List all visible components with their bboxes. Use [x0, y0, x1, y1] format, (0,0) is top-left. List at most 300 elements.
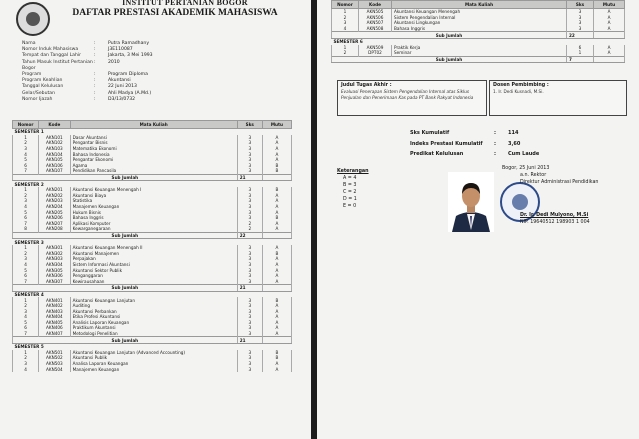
info-value: Ahli Madya (A.Md.): [108, 90, 152, 96]
subtotal-empty: [594, 32, 625, 39]
course-code: AKN204: [39, 204, 70, 210]
course-no: 2: [13, 303, 39, 309]
course-grade: A: [262, 314, 291, 320]
course-code: AKN206: [39, 215, 70, 221]
transcript-page-1: [0, 0, 311, 439]
course-sks: 3: [567, 20, 594, 26]
subtotal-label: Sub Jumlah: [13, 174, 238, 181]
course-name: Kewirausahaan: [70, 278, 237, 284]
course-grade: A: [262, 325, 291, 331]
info-label: Tempat dan Tanggal Lahir: [22, 53, 82, 59]
course-grade: A: [262, 198, 291, 204]
course-name: Analisis Laporan Keuangan: [70, 320, 237, 326]
col-header-no: Nomor: [13, 121, 39, 129]
summary-label: Predikat Kelulusan: [410, 151, 464, 157]
course-name: Akuntansi Perbankan: [70, 308, 237, 314]
course-name: Dasar Akuntansi: [70, 135, 237, 141]
course-sks: 3: [237, 303, 262, 309]
course-no: 2: [332, 50, 359, 56]
signature-place-date: Bogor, 25 Juni 2013: [502, 166, 550, 171]
course-row: [13, 366, 292, 372]
info-row: [22, 97, 282, 103]
course-grade: A: [262, 331, 291, 337]
info-value: 2010: [108, 59, 120, 65]
course-code: AKN208: [39, 226, 70, 232]
course-no: 7: [13, 331, 39, 337]
subtotal-empty: [594, 56, 625, 63]
signatory-name: Dr. Ir. Dedi Mulyono, M.Si: [520, 213, 589, 218]
info-label: Nomor Ijazah: [22, 96, 53, 102]
summary-separator: :: [494, 140, 496, 147]
col-header-mk: Mata Kuliah: [392, 1, 567, 9]
course-sks: 3: [237, 267, 262, 273]
info-separator: :: [94, 78, 96, 84]
course-name: Akuntansi Keuangan Menengah II: [70, 245, 237, 251]
course-name: Akuntansi Keuangan Menengah I: [70, 187, 237, 193]
course-grade: B: [262, 168, 291, 174]
course-sks: 3: [237, 157, 262, 163]
course-name: Aplikasi Komputer: [70, 221, 237, 227]
course-name: Pengantar Bisnis: [70, 140, 237, 146]
course-code: AKN406: [39, 325, 70, 331]
subtotal-label: Sub Jumlah: [332, 32, 567, 39]
course-no: 6: [13, 273, 39, 279]
course-code: AKN107: [39, 168, 70, 174]
course-code: AKN404: [39, 314, 70, 320]
subtotal-row: [13, 337, 292, 344]
subtotal-value: 21: [237, 285, 262, 292]
col-header-sks: Sks: [567, 1, 594, 9]
course-name: Sistem Pengendalian Internal: [392, 15, 567, 21]
course-no: 5: [13, 267, 39, 273]
course-name: Penganggaran: [70, 273, 237, 279]
course-sks: 2: [237, 226, 262, 232]
course-name: Statistika: [70, 198, 237, 204]
course-name: Akuntansi Keuangan Lanjutan (Advanced Accounting): [70, 350, 237, 356]
course-name: Pendidikan Pancasila: [70, 168, 237, 174]
course-grade: B: [262, 355, 291, 361]
course-no: 7: [13, 278, 39, 284]
course-code: AKN403: [39, 308, 70, 314]
col-header-sks: Sks: [237, 121, 262, 129]
subtotal-row: [332, 32, 625, 39]
course-sks: 2: [237, 221, 262, 227]
subtotal-value: 22: [567, 32, 594, 39]
info-value: Program Diploma: [108, 72, 148, 78]
course-grade: A: [262, 193, 291, 199]
course-sks: 3: [237, 278, 262, 284]
course-name: Bahasa Inggris: [70, 215, 237, 221]
course-code: AKN303: [39, 256, 70, 262]
course-no: 1: [332, 45, 359, 51]
course-code: AKN201: [39, 187, 70, 193]
col-header-mutu: Mutu: [262, 121, 291, 129]
course-sks: 3: [237, 366, 262, 372]
col-header-no: Nomor: [332, 1, 359, 9]
course-name: Manajemen Keuangan: [70, 366, 237, 372]
grades-table-left: [12, 120, 292, 372]
course-code: AKN307: [39, 278, 70, 284]
info-separator: :: [94, 53, 96, 59]
course-no: 2: [13, 193, 39, 199]
course-grade: A: [262, 151, 291, 157]
course-grade: A: [262, 245, 291, 251]
course-grade: A: [262, 226, 291, 232]
course-name: Auditing: [70, 303, 237, 309]
course-grade: A: [262, 308, 291, 314]
course-sks: 3: [237, 297, 262, 303]
course-grade: B: [262, 187, 291, 193]
course-code: AKN509: [359, 45, 392, 51]
course-no: 5: [13, 320, 39, 326]
info-separator: :: [94, 59, 96, 65]
course-grade: A: [262, 157, 291, 163]
course-name: Bahasa Inggris: [392, 26, 567, 32]
course-no: 8: [13, 226, 39, 232]
course-name: Kewarganegaraan: [70, 226, 237, 232]
course-sks: 3: [567, 15, 594, 21]
info-label: Nama: [22, 41, 36, 46]
course-sks: 3: [567, 9, 594, 15]
course-code: AKN304: [39, 262, 70, 268]
summary-value: 114: [508, 130, 519, 136]
course-grade: A: [262, 204, 291, 210]
subtotal-empty: [262, 174, 291, 181]
course-name: Praktikum Akuntansi: [70, 325, 237, 331]
course-grade: B: [262, 163, 291, 169]
subtotal-row: [332, 56, 625, 63]
course-sks: 3: [237, 163, 262, 169]
course-no: 7: [13, 221, 39, 227]
info-separator: :: [94, 47, 96, 53]
info-label: Tahun Masuk Institut Pertanian Bogor: [22, 59, 93, 71]
subtotal-row: [13, 174, 292, 181]
course-code: AKN103: [39, 146, 70, 152]
course-sks: 3: [237, 325, 262, 331]
course-code: AKN104: [39, 151, 70, 157]
course-sks: 3: [237, 204, 262, 210]
supervisor-box: [489, 80, 627, 116]
course-sks: 3: [237, 320, 262, 326]
course-grade: B: [262, 215, 291, 221]
course-grade: A: [262, 361, 291, 367]
info-row: [22, 60, 282, 72]
academic-summary: [410, 128, 539, 160]
course-no: 4: [13, 262, 39, 268]
course-name: Bahasa Indonesia: [70, 151, 237, 157]
semester-name: SEMESTER 2: [13, 181, 292, 187]
course-name: Praktik Kerja: [392, 45, 567, 51]
course-name: Etika Profesi Akuntansi: [70, 314, 237, 320]
signatory-nip: NIP. 19640512 198903 1 004: [520, 220, 590, 225]
course-sks: 3: [237, 198, 262, 204]
course-code: AKN203: [39, 198, 70, 204]
course-no: 5: [13, 157, 39, 163]
course-no: 1: [332, 9, 359, 15]
institution-name: INSTITUT PERTANIAN BOGOR: [122, 0, 248, 7]
course-sks: 6: [567, 45, 594, 51]
course-grade: A: [262, 140, 291, 146]
course-no: 4: [13, 366, 39, 372]
info-separator: :: [94, 84, 96, 90]
subtotal-row: [13, 232, 292, 239]
course-code: AKN207: [39, 221, 70, 227]
course-grade: A: [262, 267, 291, 273]
course-grade: A: [262, 366, 291, 372]
summary-row: [410, 139, 539, 150]
semester-name: SEMESTER 3: [13, 239, 292, 245]
course-no: 3: [13, 256, 39, 262]
document-title: DAFTAR PRESTASI AKADEMIK MAHASISWA: [72, 8, 278, 18]
course-sks: 3: [237, 140, 262, 146]
course-sks: 3: [237, 193, 262, 199]
semester-name: SEMESTER 5: [13, 343, 292, 349]
course-no: 4: [13, 151, 39, 157]
course-name: Akuntansi Keuangan Menengah: [392, 9, 567, 15]
course-grade: A: [262, 221, 291, 227]
course-grade: A: [594, 45, 625, 51]
col-header-kode: Kode: [359, 1, 392, 9]
course-no: 2: [13, 140, 39, 146]
info-value: 22 Juni 2013: [108, 84, 137, 90]
subtotal-empty: [262, 337, 291, 344]
grades-table-right: [331, 0, 625, 63]
summary-label: Sks Kumulatif: [410, 130, 450, 136]
summary-value: 3,60: [508, 140, 521, 147]
subtotal-empty: [262, 285, 291, 292]
course-name: Hukum Bisnis: [70, 209, 237, 215]
course-name: Sistem Informasi Akuntansi: [70, 262, 237, 268]
course-name: Agama: [70, 163, 237, 169]
course-sks: 3: [237, 187, 262, 193]
course-name: Perpajakan: [70, 256, 237, 262]
course-no: 6: [13, 215, 39, 221]
info-label: Gelar/Sebutan: [22, 90, 56, 96]
course-grade: A: [262, 278, 291, 284]
course-no: 1: [13, 187, 39, 193]
course-name: Seminar: [392, 50, 567, 56]
course-sks: 3: [237, 314, 262, 320]
info-value: Jakarta, 3 Mei 1993: [108, 53, 153, 59]
summary-row: [410, 128, 539, 139]
subtotal-label: Sub Jumlah: [13, 232, 238, 239]
course-row: [13, 350, 292, 356]
summary-row: [410, 149, 539, 160]
course-no: 2: [13, 355, 39, 361]
course-sks: 1: [567, 50, 594, 56]
info-separator: :: [94, 72, 96, 78]
course-grade: A: [262, 303, 291, 309]
course-no: 1: [13, 135, 39, 141]
subtotal-row: [13, 285, 292, 292]
course-sks: 3: [237, 355, 262, 361]
col-header-mutu: Mutu: [594, 1, 625, 9]
institution-logo-icon: [16, 2, 50, 36]
legend-item: D = 1: [343, 197, 357, 202]
course-sks: 3: [237, 250, 262, 256]
course-code: AKN501: [39, 350, 70, 356]
signature-role-2: Direktur Administrasi Pendidikan: [520, 180, 599, 185]
signature-role-1: a.n. Rektor: [520, 173, 547, 178]
course-no: 1: [13, 297, 39, 303]
course-sks: 3: [237, 168, 262, 174]
course-code: AKN105: [39, 157, 70, 163]
semester-name: SEMESTER 6: [332, 38, 625, 44]
course-grade: A: [262, 146, 291, 152]
course-sks: 3: [237, 308, 262, 314]
course-code: AKN305: [39, 267, 70, 273]
course-no: 6: [13, 325, 39, 331]
course-code: DPT02: [359, 50, 392, 56]
course-no: 3: [13, 146, 39, 152]
info-label: Program: [22, 72, 42, 78]
subtotal-value: 21: [237, 174, 262, 181]
info-value: Akuntansi: [108, 78, 131, 84]
course-sks: 3: [237, 361, 262, 367]
info-separator: :: [94, 41, 96, 46]
supervisor-title: Dosen Pembimbing :: [493, 83, 549, 88]
course-code: AKN407: [39, 331, 70, 337]
legend-item: B = 3: [343, 183, 357, 188]
course-sks: 3: [237, 331, 262, 337]
course-name: Akuntansi Lingkungan: [392, 20, 567, 26]
thesis-title: Judul Tugas Akhir :: [341, 83, 392, 88]
course-no: 1: [13, 350, 39, 356]
course-grade: B: [262, 297, 291, 303]
course-code: AKN205: [39, 209, 70, 215]
course-name: Akuntansi Manajemen: [70, 250, 237, 256]
course-grade: A: [594, 26, 625, 32]
subtotal-empty: [262, 232, 291, 239]
course-grade: A: [262, 256, 291, 262]
semester-name: SEMESTER 4: [13, 291, 292, 297]
course-name: Metodologi Penelitian: [70, 331, 237, 337]
course-name: Pengantar Ekonomi: [70, 157, 237, 163]
course-grade: A: [262, 273, 291, 279]
course-code: AKN502: [39, 355, 70, 361]
student-info: [22, 41, 282, 103]
course-grade: B: [262, 250, 291, 256]
course-no: 4: [332, 26, 359, 32]
course-grade: A: [262, 209, 291, 215]
course-sks: 3: [237, 256, 262, 262]
subtotal-label: Sub Jumlah: [13, 337, 238, 344]
legend-item: A = 4: [343, 176, 357, 181]
course-code: AKN503: [39, 361, 70, 367]
course-code: AKN507: [359, 20, 392, 26]
course-sks: 3: [567, 26, 594, 32]
col-header-mk: Mata Kuliah: [70, 121, 237, 129]
course-code: AKN506: [359, 15, 392, 21]
course-name: Akuntansi Publik: [70, 355, 237, 361]
course-grade: A: [594, 15, 625, 21]
course-no: 2: [13, 250, 39, 256]
course-code: AKN106: [39, 163, 70, 169]
course-name: Akuntansi Biaya: [70, 193, 237, 199]
subtotal-value: 7: [567, 56, 594, 63]
legend-title: Keterangan: [337, 169, 369, 174]
course-code: AKN102: [39, 140, 70, 146]
subtotal-value: 22: [237, 232, 262, 239]
course-name: Manajemen Keuangan: [70, 204, 237, 210]
legend-item: E = 0: [343, 204, 357, 209]
info-separator: :: [94, 90, 96, 96]
course-sks: 3: [237, 350, 262, 356]
course-no: 3: [13, 308, 39, 314]
course-sks: 3: [237, 209, 262, 215]
course-sks: 3: [237, 262, 262, 268]
course-grade: A: [594, 50, 625, 56]
course-code: AKN405: [39, 320, 70, 326]
col-header-kode: Kode: [39, 121, 70, 129]
course-grade: A: [262, 262, 291, 268]
course-code: AKN504: [39, 366, 70, 372]
course-code: AKN505: [359, 9, 392, 15]
course-no: 6: [13, 163, 39, 169]
thesis-text: Evaluasi Penerapan Sistem Pengendalian Internal atas Siklus Penjualan dan Penerimaan Kas pada PT Bank Rakyat Indonesia: [341, 89, 474, 100]
course-code: AKN101: [39, 135, 70, 141]
supervisor-text: 1. Ir. Dedi Kusnadi, M.Si.: [493, 89, 544, 94]
course-code: AKN401: [39, 297, 70, 303]
course-code: AKN508: [359, 26, 392, 32]
course-no: 3: [332, 20, 359, 26]
course-no: 4: [13, 314, 39, 320]
info-label: Nomor Induk Mahasiswa: [22, 47, 79, 53]
course-code: AKN202: [39, 193, 70, 199]
course-name: Analisa Laporan Keuangan: [70, 361, 237, 367]
course-grade: A: [594, 20, 625, 26]
info-label: Tanggal Kelulusan: [22, 84, 64, 90]
course-no: 3: [13, 198, 39, 204]
course-no: 4: [13, 204, 39, 210]
student-photo: [448, 172, 494, 232]
signature-block: [502, 165, 598, 226]
course-name: Akuntansi Sektor Publik: [70, 267, 237, 273]
course-sks: 3: [237, 135, 262, 141]
subtotal-value: 21: [237, 337, 262, 344]
course-no: 5: [13, 209, 39, 215]
legend-item: C = 2: [343, 190, 357, 195]
course-name: Matematika Ekonomi: [70, 146, 237, 152]
course-sks: 3: [237, 245, 262, 251]
course-no: 7: [13, 168, 39, 174]
info-label: Program Keahlian: [22, 78, 63, 84]
signature-space: [502, 186, 598, 212]
course-no: 1: [13, 245, 39, 251]
course-no: 2: [332, 15, 359, 21]
course-no: 3: [13, 361, 39, 367]
course-code: AKN402: [39, 303, 70, 309]
subtotal-label: Sub Jumlah: [332, 56, 567, 63]
course-code: AKN301: [39, 245, 70, 251]
summary-value: Cum Laude: [508, 151, 540, 157]
summary-separator: :: [494, 130, 496, 136]
info-value: D3/13/0732: [108, 96, 136, 102]
course-sks: 3: [237, 146, 262, 152]
course-sks: 3: [237, 215, 262, 221]
course-code: AKN306: [39, 273, 70, 279]
subtotal-label: Sub Jumlah: [13, 285, 238, 292]
thesis-box: [337, 80, 487, 116]
course-sks: 3: [237, 151, 262, 157]
course-sks: 3: [237, 273, 262, 279]
course-code: AKN302: [39, 250, 70, 256]
grade-legend: [337, 168, 369, 210]
info-value: Putra Ramadhany: [108, 41, 150, 46]
info-value: J3E110087: [108, 47, 133, 53]
info-separator: :: [94, 96, 96, 102]
summary-separator: :: [494, 151, 496, 157]
